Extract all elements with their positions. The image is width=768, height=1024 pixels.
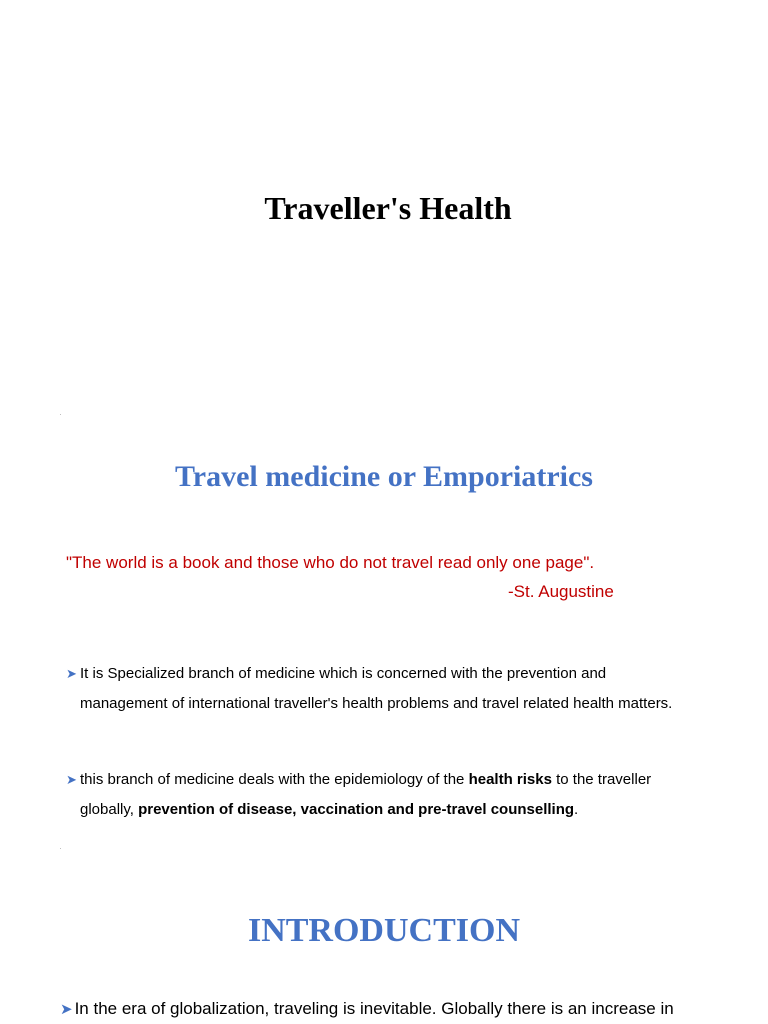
quote-text: "The world is a book and those who do not travel read only one page".: [66, 553, 595, 572]
bullet-item-definition: [66, 659, 726, 719]
section-subtitle: Travel medicine or Emporiatrics: [175, 460, 593, 493]
bullet-text: globally,: [80, 801, 139, 818]
bullet-bold-text: health risks: [468, 771, 552, 788]
arrow-bullet-icon: ➤: [66, 666, 77, 681]
bullet-text: to the traveller: [551, 771, 652, 788]
stray-dot: [60, 414, 61, 415]
section-heading: INTRODUCTION: [247, 912, 521, 949]
bullet-line: [66, 795, 726, 825]
bullet-text: .: [574, 801, 579, 818]
bullet-item-scope: [66, 765, 726, 825]
bullet-line: management of international traveller's health problems and travel related health matters.: [80, 695, 673, 712]
arrow-bullet-icon: ➤: [66, 772, 77, 787]
bullet-line: It is Specialized branch of medicine which is concerned with the prevention and: [80, 665, 607, 682]
stray-dot: [60, 848, 61, 849]
arrow-bullet-icon: ➤: [60, 1001, 73, 1018]
quote-author: -St. Augustine: [508, 582, 614, 601]
bullet-line: [66, 765, 726, 795]
bullet-text: this branch of medicine deals with the epidemiology of the: [80, 771, 469, 788]
intro-paragraph: [60, 995, 674, 1024]
intro-text: In the era of globalization, traveling is inevitable. Globally there is an increase in: [74, 999, 674, 1018]
bullet-bold-text: prevention of disease, vaccination and pre-travel counselling: [138, 801, 575, 818]
document-title: Traveller's Health: [264, 190, 512, 226]
